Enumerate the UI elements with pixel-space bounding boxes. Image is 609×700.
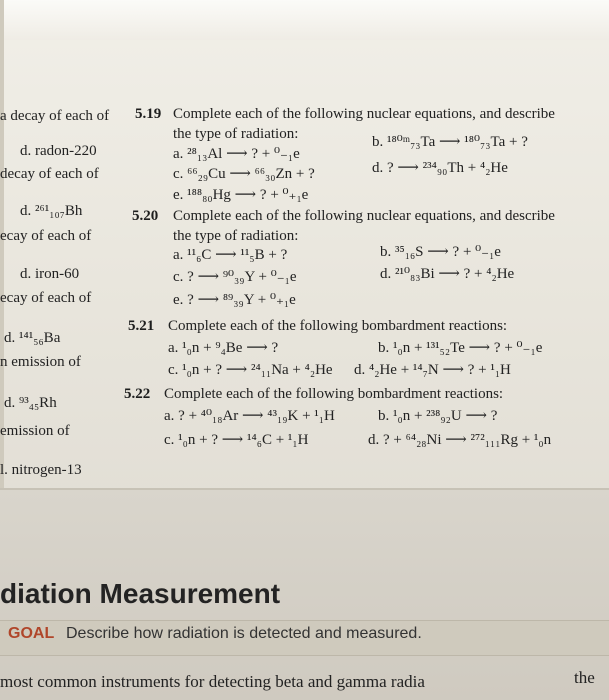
left-line-7: ecay of each of [0, 290, 92, 306]
problem-number-5-21: 5.21 [128, 318, 155, 334]
left-line-1: a decay of each of [0, 108, 110, 124]
eq-5-19-b: b. ¹⁸⁰ᵐ₇₃Ta ⟶ ¹⁸⁰₇₃Ta + ? [372, 134, 528, 150]
problem-number-5-19: 5.19 [135, 106, 162, 122]
problem-5-20-text-1: Complete each of the following nuclear equations, and describe [173, 208, 555, 224]
eq-5-19-c: c. ⁶⁶₂₉Cu ⟶ ⁶⁶₃₀Zn + ? [173, 166, 315, 182]
eq-5-19-d: d. ? ⟶ ²³⁴₉₀Th + ⁴₂He [372, 160, 508, 176]
eq-5-22-c: c. ¹₀n + ? ⟶ ¹⁴₆C + ¹₁H [164, 432, 309, 448]
eq-5-20-c: c. ? ⟶ ⁹⁰₃₉Y + ⁰₋₁e [173, 269, 297, 285]
problem-5-19-text-2: the type of radiation: [173, 126, 299, 142]
eq-5-19-e: e. ¹⁸⁸₈₀Hg ⟶ ? + ⁰₊₁e [173, 187, 309, 203]
left-line-8: d. ¹⁴¹₅₆Ba [4, 330, 61, 346]
problem-number-5-20: 5.20 [132, 208, 159, 224]
problem-5-21-text-1: Complete each of the following bombardment reactions: [168, 318, 508, 334]
eq-5-21-a: a. ¹₀n + ⁹₄Be ⟶ ? [168, 340, 279, 356]
eq-5-22-a: a. ? + ⁴⁰₁₈Ar ⟶ ⁴³₁₉K + ¹₁H [164, 408, 335, 424]
page-top-edge [0, 0, 609, 40]
eq-5-20-a: a. ¹¹₆C ⟶ ¹¹₅B + ? [173, 247, 288, 263]
left-line-11: emission of [0, 423, 70, 439]
left-line-9: n emission of [0, 354, 81, 370]
left-line-10: d. ⁹³₄₅Rh [4, 395, 57, 411]
problem-5-19-text-1: Complete each of the following nuclear equations, and describe [173, 106, 555, 122]
problem-5-22-text-1: Complete each of the following bombardment reactions: [164, 386, 504, 402]
eq-5-21-c: c. ¹₀n + ? ⟶ ²⁴₁₁Na + ⁴₂He [168, 362, 333, 378]
eq-5-20-d: d. ²¹⁰₈₃Bi ⟶ ? + ⁴₂He [380, 266, 515, 282]
left-line-6: d. iron-60 [20, 266, 80, 282]
goal-text: Describe how radiation is detected and measured. [66, 625, 422, 642]
problem-5-20-text-2: the type of radiation: [173, 228, 299, 244]
eq-5-22-d: d. ? + ⁶⁴₂₈Ni ⟶ ²⁷²₁₁₁Rg + ¹₀n [368, 432, 552, 448]
section-title: diation Measurement [0, 578, 281, 609]
eq-5-20-e: e. ? ⟶ ⁸⁹₃₉Y + ⁰₊₁e [173, 292, 296, 308]
goal-label: GOAL [8, 625, 55, 642]
eq-5-20-b: b. ³⁵₁₆S ⟶ ? + ⁰₋₁e [380, 244, 501, 260]
left-line-5: ecay of each of [0, 228, 92, 244]
eq-5-21-d: d. ⁴₂He + ¹⁴₇N ⟶ ? + ¹₁H [354, 362, 511, 378]
eq-5-21-b: b. ¹₀n + ¹³¹₅₂Te ⟶ ? + ⁰₋₁e [378, 340, 543, 356]
left-line-4: d. ²⁶¹₁₀₇Bh [20, 203, 83, 219]
left-line-12: l. nitrogen-13 [0, 462, 82, 478]
corner-text: the [574, 668, 595, 687]
problem-number-5-22: 5.22 [124, 386, 151, 402]
eq-5-19-a: a. ²⁸₁₃Al ⟶ ? + ⁰₋₁e [173, 146, 300, 162]
left-line-3: decay of each of [0, 166, 99, 182]
bottom-text: most common instruments for detecting beta and gamma radia [0, 672, 425, 691]
left-line-2: d. radon-220 [20, 143, 97, 159]
eq-5-22-b: b. ¹₀n + ²³⁸₉₂U ⟶ ? [378, 408, 498, 424]
